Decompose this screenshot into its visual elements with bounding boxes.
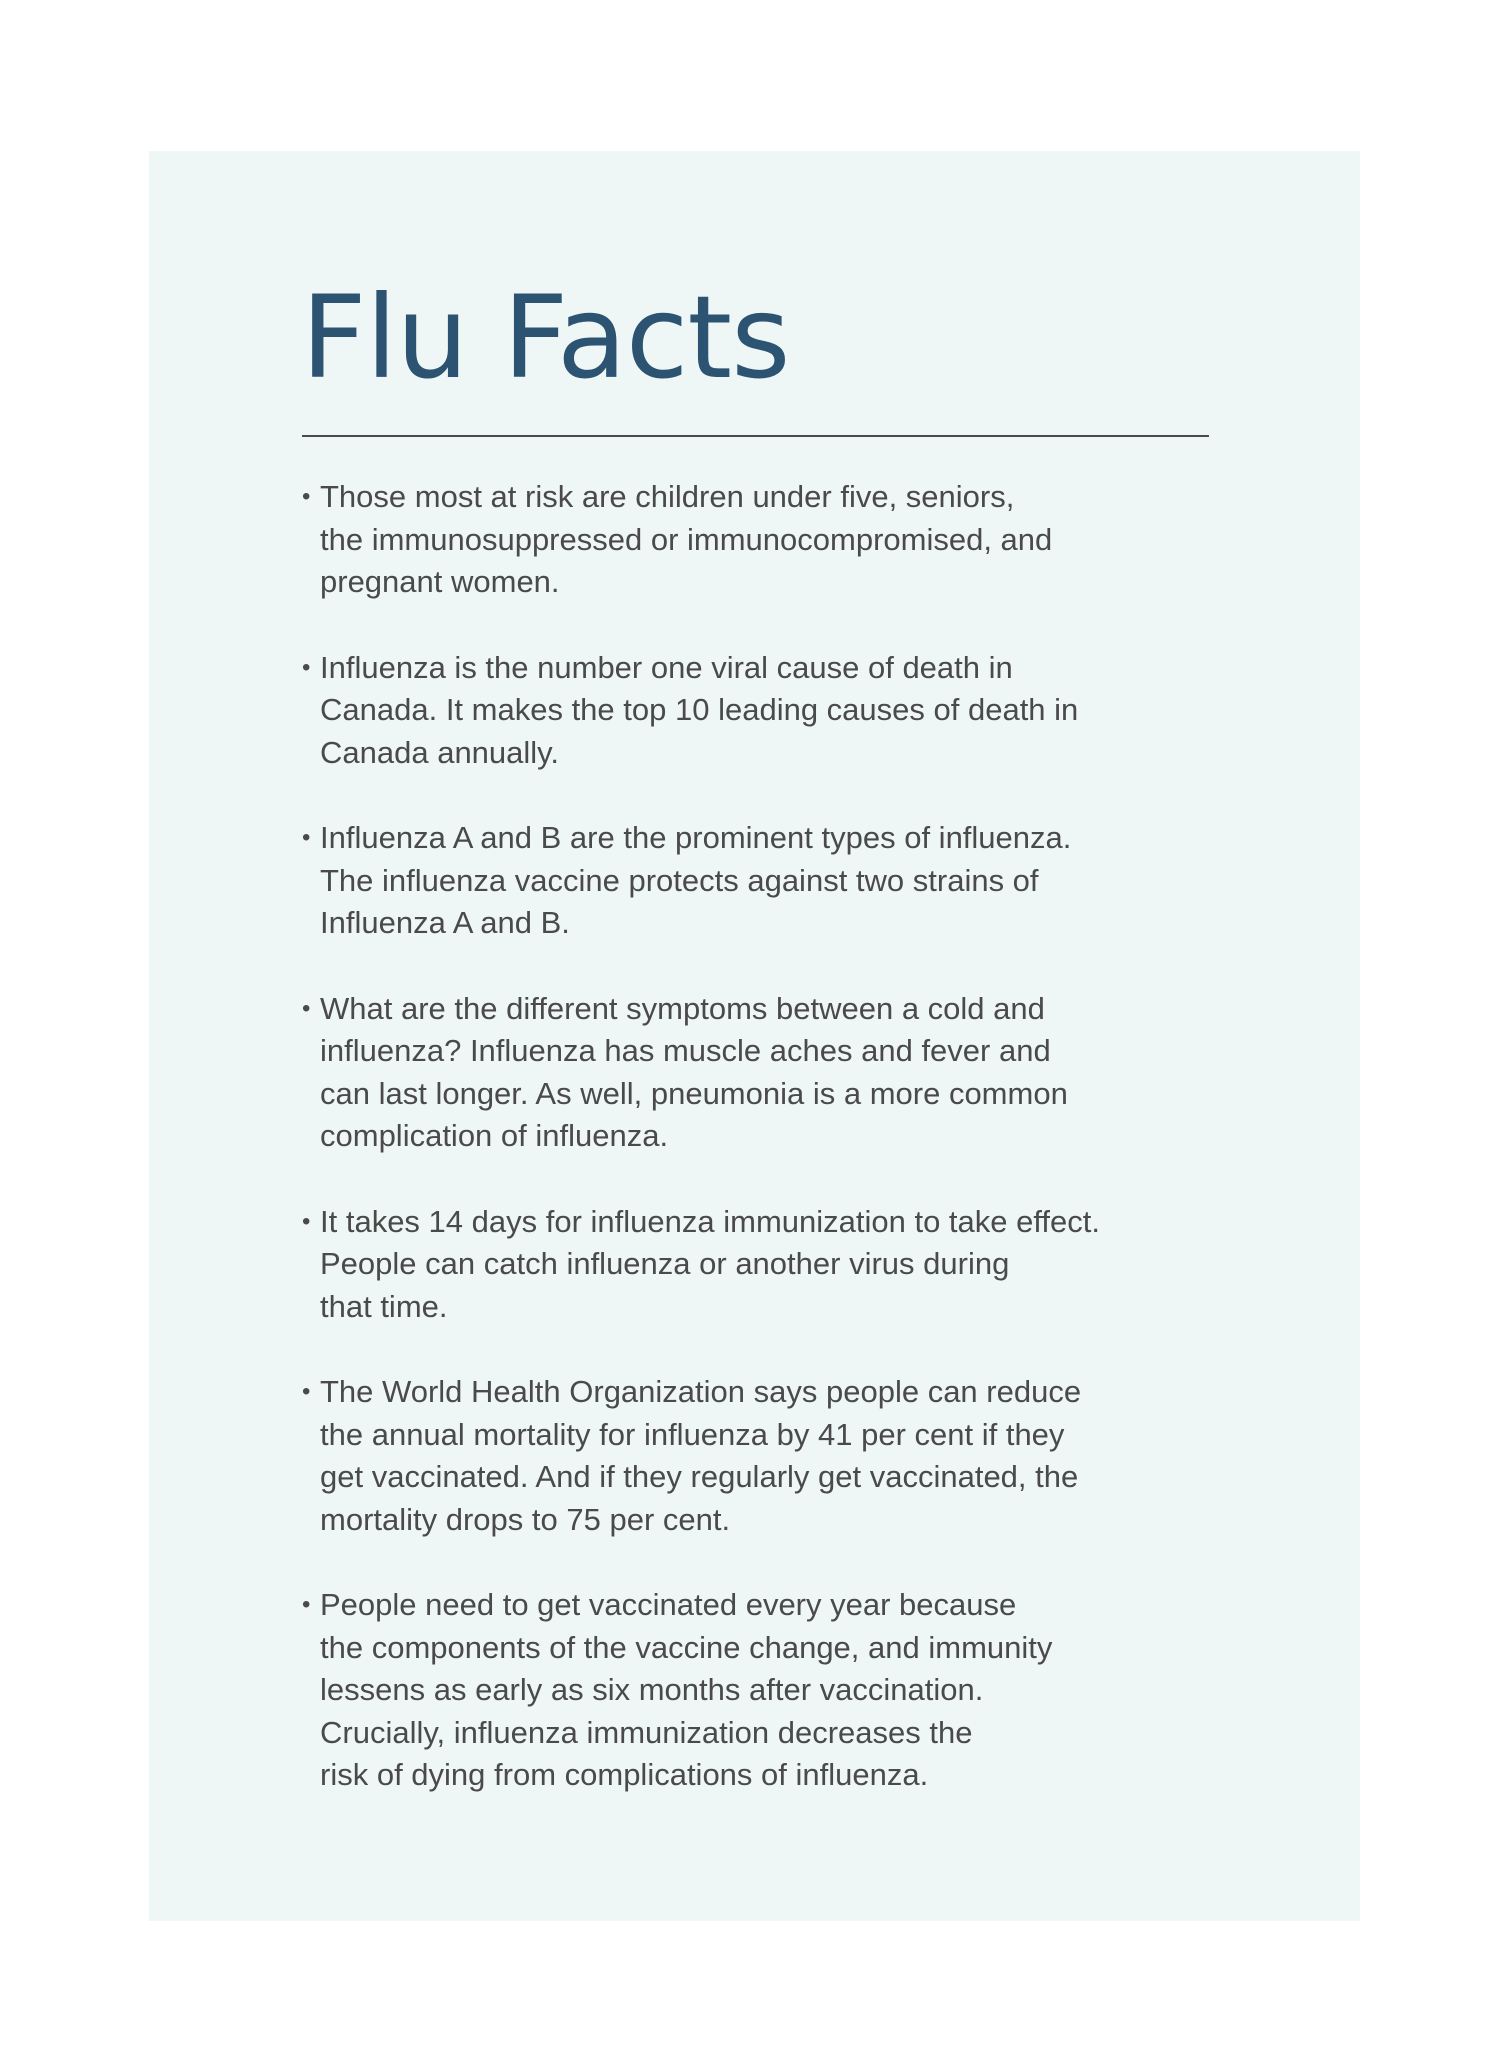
- fact-item: [302, 1371, 1202, 1541]
- fact-line: lessens as early as six months after vaccination.: [320, 1672, 984, 1707]
- fact-line: the annual mortality for influenza by 41 per cent if they: [320, 1416, 1065, 1452]
- bullet-icon: •: [302, 1591, 311, 1618]
- bullet-icon: •: [302, 483, 311, 510]
- fact-line: the components of the vaccine change, and immunity: [320, 1629, 1053, 1665]
- bullet-icon: •: [302, 824, 311, 851]
- fact-line: mortality drops to 75 per cent.: [320, 1501, 731, 1537]
- fact-line: People need to get vaccinated every year because: [320, 1587, 1017, 1622]
- fact-line: complication of influenza.: [320, 1118, 669, 1153]
- fact-line: The influenza vaccine protects against two strains of: [320, 862, 1039, 898]
- fact-item: [302, 476, 1202, 604]
- bullet-icon: •: [302, 653, 311, 681]
- fact-line: It takes 14 days for influenza immunization to take effect.: [320, 1203, 1101, 1239]
- bullet-icon: •: [302, 1207, 311, 1235]
- fact-item: [302, 647, 1202, 775]
- fact-line: Canada annually.: [320, 734, 559, 770]
- fact-line: can last longer. As well, pneumonia is a more common: [320, 1075, 1068, 1111]
- fact-line: risk of dying from complications of influenza.: [320, 1757, 929, 1792]
- bullet-icon: •: [302, 1378, 311, 1405]
- fact-line: Influenza A and B are the prominent types of influenza.: [320, 820, 1072, 855]
- fact-item: [302, 817, 1202, 945]
- fact-line: People can catch influenza or another virus during: [320, 1246, 1010, 1281]
- bullet-icon: •: [302, 994, 311, 1022]
- page-title: Flu Facts: [301, 271, 790, 404]
- fact-line: Crucially, influenza immunization decreases the: [320, 1714, 973, 1750]
- fact-line: Those most at risk are children under five, seniors,: [320, 479, 1015, 514]
- fact-item: [302, 1584, 1202, 1797]
- fact-line: pregnant women.: [320, 564, 560, 599]
- fact-line: the immunosuppressed or immunocompromised, and: [320, 521, 1053, 557]
- fact-line: Canada. It makes the top 10 leading causes of death in: [320, 692, 1079, 727]
- fact-line: Influenza A and B.: [320, 905, 570, 940]
- fact-line: influenza? Influenza has muscle aches and fever and: [320, 1033, 1051, 1068]
- fact-item: [302, 988, 1202, 1158]
- fact-line: get vaccinated. And if they regularly get vaccinated, the: [320, 1459, 1079, 1494]
- fact-line: What are the different symptoms between a cold and: [320, 990, 1045, 1026]
- title-divider: [302, 435, 1209, 437]
- fact-item: [302, 1201, 1202, 1329]
- facts-list: [302, 476, 1202, 1840]
- fact-line: The World Health Organization says people can reduce: [320, 1374, 1082, 1409]
- fact-line: that time.: [320, 1288, 448, 1324]
- fact-line: Influenza is the number one viral cause of death in: [320, 649, 1013, 685]
